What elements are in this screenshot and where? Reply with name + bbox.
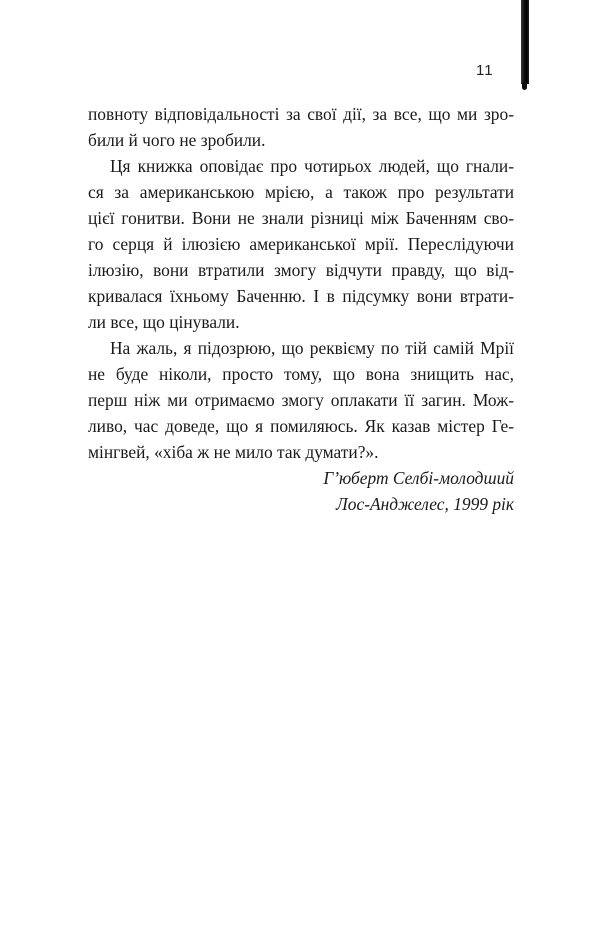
- text-line: не буде ніколи, просто тому, що вона знищить нас,: [88, 364, 514, 384]
- text-line: перш ніж ми отримаємо змогу оплакати її загин. Мож-: [88, 390, 514, 410]
- text-line: ілюзію, вони втратили змогу відчути правду, що від-: [88, 260, 514, 280]
- paragraph: [88, 153, 514, 335]
- text-line: Ця книжка оповідає про чотирьох людей, що гнали-: [110, 156, 514, 176]
- text-line: ли все, що цінували.: [88, 312, 240, 332]
- text-line: го серця й ілюзією американської мрії. Переслідуючи: [88, 234, 514, 254]
- text-line: На жаль, я підозрюю, що реквієму по тій самій Мрії: [110, 338, 514, 358]
- signature-author: Г’юберт Селбі-молодший: [323, 468, 514, 488]
- text-line: били й чого не зробили.: [88, 130, 266, 150]
- signature-place-date: Лос-Анджелес, 1999 рік: [336, 494, 514, 514]
- text-line: кривалася їхньому Баченню. І в підсумку вони втрати-: [88, 286, 514, 306]
- text-line: ливо, час доведе, що я помиляюсь. Як казав містер Ге-: [88, 416, 514, 436]
- text-line: цієї гонитви. Вони не знали різниці між Баченням сво-: [88, 208, 514, 228]
- text-line: мінгвей, «хіба ж не мило так думати?».: [88, 442, 379, 462]
- paragraph: [88, 101, 514, 153]
- text-line: ся за американською мрією, а також про результати: [88, 182, 514, 202]
- paragraph: [88, 335, 514, 465]
- body-text: [88, 101, 514, 517]
- text-line: повноту відповідальності за свої дії, за все, що ми зро-: [88, 104, 514, 124]
- page-edge-mark: [521, 0, 529, 84]
- signature: [88, 465, 514, 517]
- page-number: 11: [476, 62, 494, 79]
